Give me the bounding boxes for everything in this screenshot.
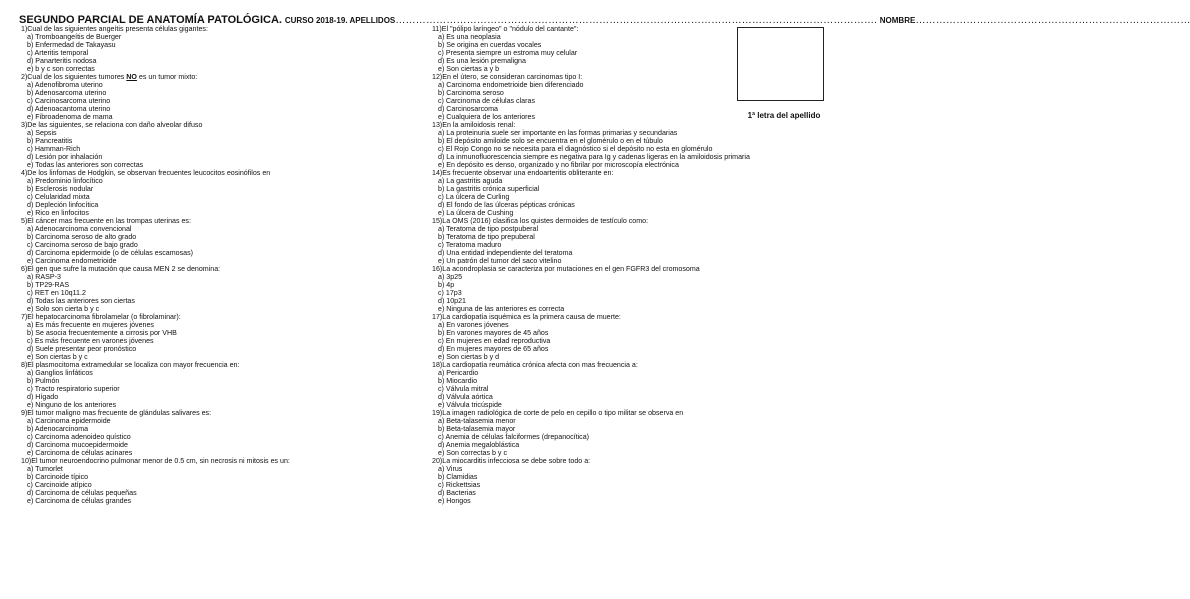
question-14 xyxy=(432,169,812,217)
answer-option: b) Se asocia frecuentemente a cirrosis por VHB xyxy=(27,329,177,337)
answer-option: b) Pancreatitis xyxy=(27,137,73,145)
answer-option: e) Todas las anteriores son correctas xyxy=(27,161,144,169)
answer-option: a) En varones jóvenes xyxy=(438,321,509,329)
answer-option: e) La úlcera de Cushing xyxy=(438,209,514,217)
question-2 xyxy=(21,73,421,121)
answer-option: c) Rickettsias xyxy=(438,481,481,489)
answer-option: a) Adenocarcinoma convencional xyxy=(27,225,132,233)
answer-option: e) Carcinoma de células grandes xyxy=(27,497,132,505)
question-text: 20)La miocarditis infecciosa se debe sobre todo a: xyxy=(432,457,591,465)
answer-option: d) En mujeres mayores de 65 años xyxy=(438,345,549,353)
question-text: 17)La cardiopatía isquémica es la primera causa de muerte: xyxy=(432,313,621,321)
answer-option: a) Virus xyxy=(438,465,463,473)
question-text: 9)El tumor maligno mas frecuente de glándulas salivares es: xyxy=(21,409,212,417)
question-3 xyxy=(21,121,421,169)
question-4 xyxy=(21,169,421,217)
answer-option: d) 10p21 xyxy=(438,297,467,305)
exam-title: SEGUNDO PARCIAL DE ANATOMÍA PATOLÓGICA. xyxy=(19,14,282,26)
answer-option: d) Válvula aórtica xyxy=(438,393,493,401)
answer-option: b) La gastritis crónica superficial xyxy=(438,185,540,193)
answer-option: d) Carcinosarcoma xyxy=(438,105,498,113)
question-13 xyxy=(432,121,812,169)
answer-option: a) Ganglios linfáticos xyxy=(27,369,93,377)
answer-option: e) Son ciertas b y d xyxy=(438,353,500,361)
answer-option: a) Es más frecuente en mujeres jóvenes xyxy=(27,321,154,329)
answer-option: c) Carcinoma adenoideo quístico xyxy=(27,433,131,441)
questions-column-left xyxy=(21,25,421,505)
answer-option: b) En varones mayores de 45 años xyxy=(438,329,549,337)
answer-option: c) Carcinoma de células claras xyxy=(438,97,535,105)
answer-option: a) 3p25 xyxy=(438,273,463,281)
answer-option: c) Presenta siempre un estroma muy celular xyxy=(438,49,578,57)
question-text: 13)En la amiloidosis renal: xyxy=(432,121,516,129)
answer-option: c) Válvula mitral xyxy=(438,385,489,393)
answer-option: e) Son ciertas a y b xyxy=(438,65,500,73)
name-label: NOMBRE xyxy=(879,16,916,25)
question-text: 2)Cual de los siguientes tumores NO es un tumor mixto: xyxy=(21,73,198,81)
answer-option: b) Miocardio xyxy=(438,377,478,385)
question-9 xyxy=(21,409,421,457)
answer-option: d) Bacterias xyxy=(438,489,476,497)
answer-option: c) El Rojo Congo no se necesita para el diagnóstico si el depósito no esta en glomérulo xyxy=(438,145,713,153)
answer-option: e) Ninguna de las anteriores es correcta xyxy=(438,305,565,313)
question-text: 4)De los linfomas de Hodgkin, se observan frecuentes leucocitos eosinófilos en xyxy=(21,169,271,177)
question-8 xyxy=(21,361,421,409)
question-text: 12)En el útero, se consideran carcinomas tipo I: xyxy=(432,73,583,81)
answer-option: a) Adenofibroma uterino xyxy=(27,81,103,89)
question-15 xyxy=(432,217,812,265)
question-text: 1)Cual de las siguientes angeítis presenta células gigantes: xyxy=(21,25,208,33)
answer-option: e) Válvula tricúspide xyxy=(438,401,502,409)
answer-option: a) Tromboangeítis de Buerger xyxy=(27,33,122,41)
answer-option: b) Adenocarcinoma xyxy=(27,425,89,433)
answer-option: d) Todas las anteriores son ciertas xyxy=(27,297,135,305)
answer-option: a) Tumorlet xyxy=(27,465,63,473)
answer-option: c) Es más frecuente en varones jóvenes xyxy=(27,337,154,345)
answer-option: d) Panarteritis nodosa xyxy=(27,57,97,65)
answer-option: d) Adenoacantoma uterino xyxy=(27,105,111,113)
answer-option: a) Beta-talasemia menor xyxy=(438,417,516,425)
question-12 xyxy=(432,73,812,121)
answer-option: c) RET en 10q11.2 xyxy=(27,289,86,297)
question-11 xyxy=(432,25,812,73)
surname-dotted-line: ……………………………………………………………………………………………………………………………. xyxy=(395,15,877,26)
answer-option: a) RASP-3 xyxy=(27,273,61,281)
question-18 xyxy=(432,361,812,409)
answer-option: d) Suele presentar peor pronóstico xyxy=(27,345,137,353)
answer-option: c) Celularidad mixta xyxy=(27,193,90,201)
question-6 xyxy=(21,265,421,313)
answer-option: c) Anemia de células falciformes (drepanocítica) xyxy=(438,433,590,441)
answer-option: d) El fondo de las úlceras pépticas crónicas xyxy=(438,201,575,209)
answer-option: d) Depleción linfocítica xyxy=(27,201,99,209)
question-text: 3)De las siguientes, se relaciona con daño alveolar difuso xyxy=(21,121,203,129)
answer-option: c) Carcinosarcoma uterino xyxy=(27,97,111,105)
answer-option: a) Teratoma de tipo postpuberal xyxy=(438,225,539,233)
answer-option: e) Cualquiera de los anteriores xyxy=(438,113,536,121)
answer-option: e) Son correctas b y c xyxy=(438,449,507,457)
answer-option: c) La úlcera de Curling xyxy=(438,193,510,201)
answer-option: e) Son ciertas b y c xyxy=(27,353,88,361)
answer-option: c) Hamman-Rich xyxy=(27,145,81,153)
answer-option: d) Anemia megaloblástica xyxy=(438,441,520,449)
answer-option: b) 4p xyxy=(438,281,455,289)
emphasis-no: NO xyxy=(126,73,137,81)
question-10 xyxy=(21,457,421,505)
question-text: 6)El gen que sufre la mutación que causa MEN 2 se denomina: xyxy=(21,265,221,273)
answer-option: b) Adenosarcoma uterino xyxy=(27,89,107,97)
answer-option: a) Predominio linfocítico xyxy=(27,177,103,185)
answer-option: c) Teratoma maduro xyxy=(438,241,502,249)
answer-option: a) La gastritis aguda xyxy=(438,177,503,185)
answer-option: c) 17p3 xyxy=(438,289,462,297)
answer-option: e) Carcinoma endometrioide xyxy=(27,257,117,265)
answer-option: b) Clamidias xyxy=(438,473,478,481)
answer-option: a) Es una neoplasia xyxy=(438,33,501,41)
question-text: 18)La cardiopatía reumática crónica afecta con mas frecuencia a: xyxy=(432,361,638,369)
answer-option: c) Tracto respiratorio superior xyxy=(27,385,120,393)
question-19 xyxy=(432,409,812,457)
answer-option: a) Pericardio xyxy=(438,369,479,377)
answer-option: e) Hongos xyxy=(438,497,471,505)
question-16 xyxy=(432,265,812,313)
question-20 xyxy=(432,457,812,505)
answer-option: b) Pulmón xyxy=(27,377,60,385)
answer-option: b) Se origina en cuerdas vocales xyxy=(438,41,542,49)
answer-option: a) Carcinoma endometrioide bien diferenciado xyxy=(438,81,584,89)
question-5 xyxy=(21,217,421,265)
answer-option: b) Teratoma de tipo prepuberal xyxy=(438,233,535,241)
answer-option: d) Carcinoma de células pequeñas xyxy=(27,489,137,497)
answer-option: b) Esclerosis nodular xyxy=(27,185,94,193)
surname-initial-label: 1ª letra del apellido xyxy=(747,111,821,120)
answer-option: b) Carcinoma seroso de alto grado xyxy=(27,233,137,241)
question-text: 15)La OMS (2016) clasifica los quistes dermoides de testículo como: xyxy=(432,217,649,225)
answer-option: e) Ninguno de los anteriores xyxy=(27,401,117,409)
answer-option: b) El depósito amiloide solo se encuentra en el glomérulo o en el túbulo xyxy=(438,137,663,145)
answer-option: b) Enfermedad de Takayasu xyxy=(27,41,116,49)
question-1 xyxy=(21,25,421,73)
question-text: 11)El "pólipo laríngeo" o "nódulo del cantante": xyxy=(432,25,579,33)
answer-option: e) Fibroadenoma de mama xyxy=(27,113,113,121)
answer-option: d) Carcinoma mucoepidermoide xyxy=(27,441,128,449)
answer-option: b) TP29-RAS xyxy=(27,281,70,289)
answer-option: d) Una entidad independiente del teratoma xyxy=(438,249,573,257)
answer-option: c) Arteritis temporal xyxy=(27,49,89,57)
answer-option: d) Lesión por inhalación xyxy=(27,153,103,161)
question-text: 16)La acondroplasia se caracteriza por mutaciones en el gen FGFR3 del cromosoma xyxy=(432,265,700,273)
answer-option: b) Carcinoma seroso xyxy=(438,89,504,97)
question-text: 14)Es frecuente observar una endoarteritis obliterante en: xyxy=(432,169,614,177)
answer-option: a) Carcinoma epidermoide xyxy=(27,417,111,425)
question-text: 19)La imagen radiológica de corte de pelo en cepillo o tipo militar se observa en xyxy=(432,409,684,417)
answer-option: e) En depósito es denso, organizado y no fibrilar por microscopía electrónica xyxy=(438,161,679,169)
answer-option: d) Carcinoma epidermoide (o de células escamosas) xyxy=(27,249,193,257)
answer-option: d) Es una lesión premaligna xyxy=(438,57,526,65)
answer-option: e) Un patrón del tumor del saco vitelino xyxy=(438,257,562,265)
answer-option: d) La inmunofluorescencia siempre es negativa para Ig y cadenas ligeras en la amiloidosis primaria xyxy=(438,153,750,161)
answer-option: c) En mujeres en edad reproductiva xyxy=(438,337,551,345)
name-dotted-line: ……………………………………………………………………… xyxy=(915,15,1190,26)
answer-option: c) Carcinoma seroso de bajo grado xyxy=(27,241,138,249)
question-text: 7)El hepatocarcinoma fibrolamelar (o fibrolaminar): xyxy=(21,313,181,321)
questions-column-right xyxy=(432,25,812,505)
answer-option: c) Carcinoide atípico xyxy=(27,481,92,489)
question-17 xyxy=(432,313,812,361)
answer-option: e) Carcinoma de células acinares xyxy=(27,449,133,457)
question-text: 5)El cáncer mas frecuente en las trompas uterinas es: xyxy=(21,217,191,225)
question-7 xyxy=(21,313,421,361)
answer-option: b) Carcinoide típico xyxy=(27,473,89,481)
course-surname-label: CURSO 2018-19. APELLIDOS xyxy=(284,16,396,25)
answer-option: e) b y c son correctas xyxy=(27,65,95,73)
answer-option: e) Rico en linfocitos xyxy=(27,209,89,217)
answer-option: d) Hígado xyxy=(27,393,59,401)
answer-option: b) Beta-talasemia mayor xyxy=(438,425,516,433)
answer-option: e) Solo son cierta b y c xyxy=(27,305,100,313)
answer-option: a) Sepsis xyxy=(27,129,57,137)
answer-option: a) La proteinuria suele ser importante en las formas primarias y secundarias xyxy=(438,129,678,137)
question-text: 8)El plasmocitoma extramedular se localiza con mayor frecuencia en: xyxy=(21,361,240,369)
question-text: 10)El tumor neuroendocrino pulmonar menor de 0.5 cm, sin necrosis ni mitosis es un: xyxy=(21,457,290,465)
